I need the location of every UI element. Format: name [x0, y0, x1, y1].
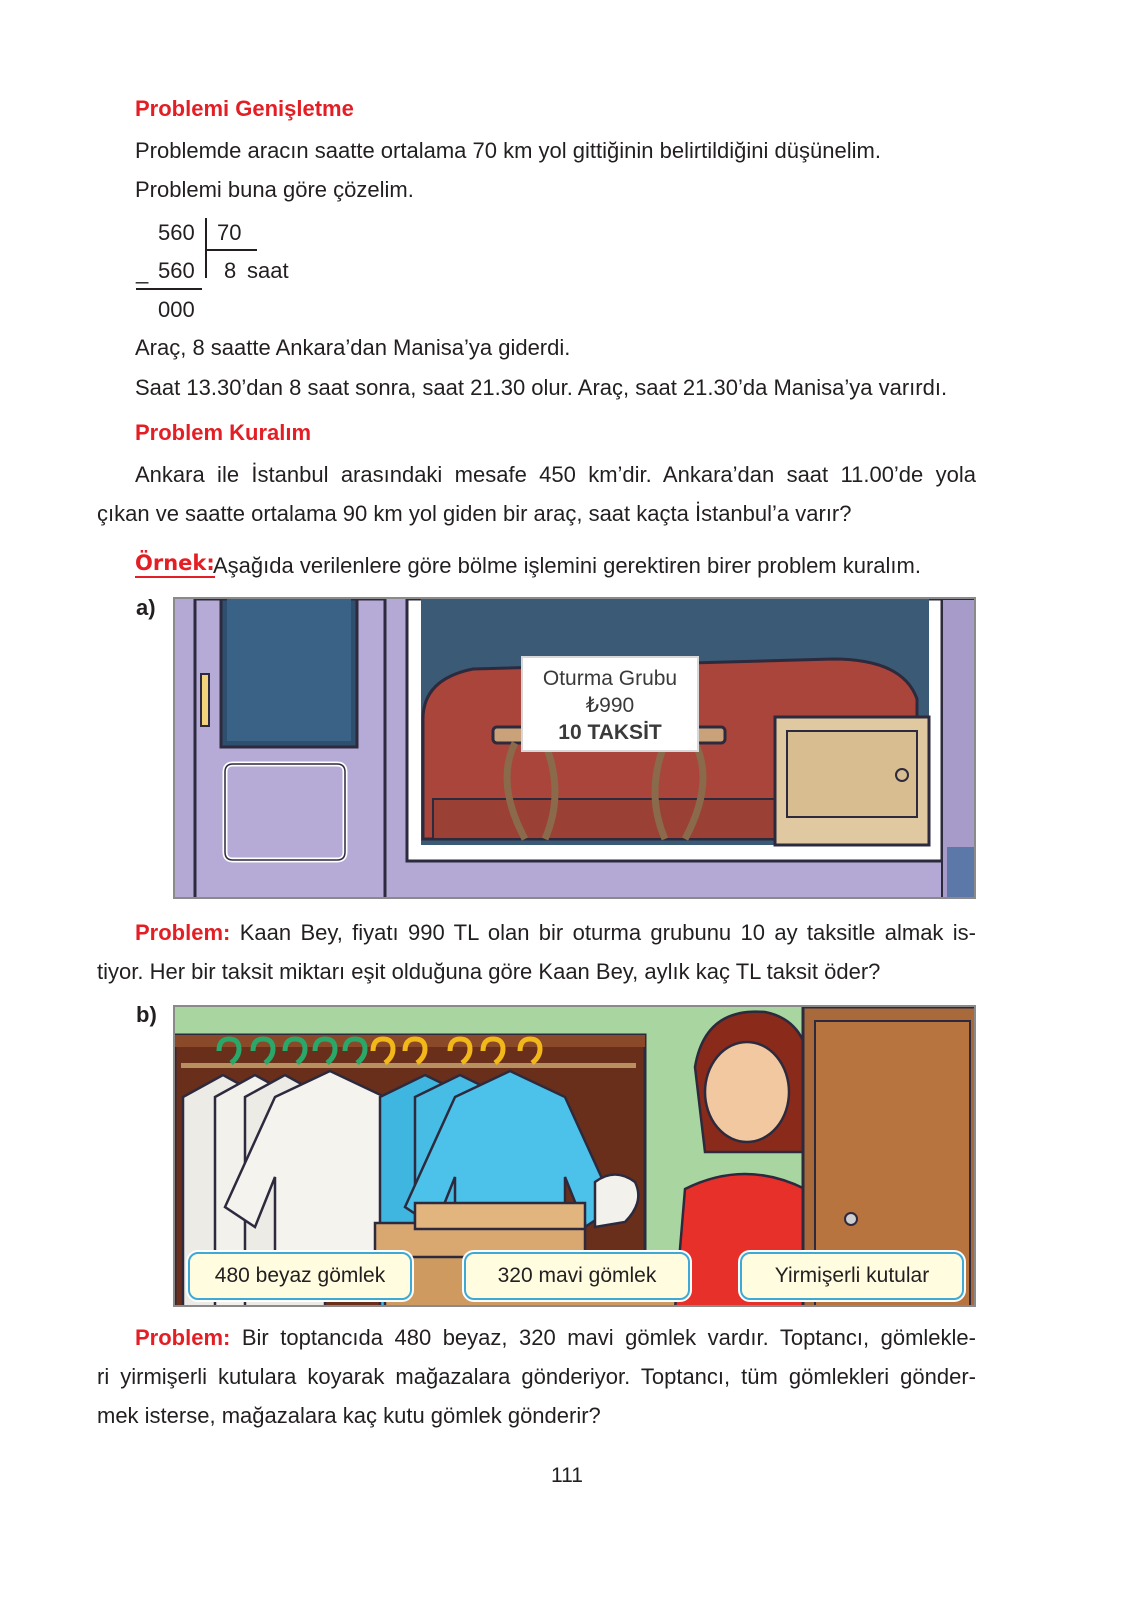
build-line-2: çıkan ve saatte ortalama 90 km yol giden bir araç, saat kaçta İstanbul’a varır? [97, 501, 852, 526]
division-unit: saat [247, 258, 289, 283]
hanger-rail [181, 1063, 636, 1068]
result-sentence-2: Saat 13.30’dan 8 saat sonra, saat 21.30 olur. Araç, saat 21.30’da Manisa’ya varırdı. [135, 375, 948, 400]
door-knob [845, 1213, 857, 1225]
division-minus-sign: _ [136, 259, 149, 284]
shirt-store-illustration [173, 1005, 976, 1307]
build-paragraph [97, 455, 976, 533]
problem-a-line-2: tiyor. Her bir taksit miktarı eşit olduğuna göre Kaan Bey, aylık kaç TL taksit öder? [97, 959, 881, 984]
division-remainder: 000 [158, 297, 195, 322]
door-handle [201, 674, 209, 726]
part-a-label: a) [136, 595, 156, 620]
example-label: Örnek: [135, 550, 215, 578]
price-sign [521, 656, 699, 752]
division-quotient: 8 [224, 258, 237, 283]
division-result-line [136, 288, 202, 290]
result-sentence-1: Araç, 8 saatte Ankara’dan Manisa’ya giderdi. [135, 335, 571, 360]
extend-paragraph-1: Problemde aracın saatte ortalama 70 km yol gittiğinin belirtildiğini düşünelim. [135, 138, 881, 163]
furniture-store-illustration [173, 597, 976, 899]
sign-price: ₺990 [585, 694, 635, 717]
build-heading: Problem Kuralım [135, 420, 312, 445]
sign-title: Oturma Grubu [542, 667, 678, 690]
division-subtract: 560 [158, 258, 195, 283]
page-number: 111 [551, 1464, 583, 1487]
tag-white-shirts: 480 beyaz gömlek [188, 1252, 412, 1300]
problem-b-label: Problem: [135, 1325, 231, 1350]
problem-b-line-1: Problem: Bir toptancıda 480 beyaz, 320 mavi gömlek vardır. Toptancı, gömlekle- [135, 1325, 976, 1350]
problem-b-line-2: ri yirmişerli kutulara koyarak mağazalara gönderiyor. Toptancı, tüm gömlekleri gönder- [97, 1364, 976, 1389]
problem-a-line-1: Problem: Kaan Bey, fiyatı 990 TL olan bir oturma grubunu 10 ay taksitle almak is- [135, 920, 976, 945]
build-line-1: Ankara ile İstanbul arasındaki mesafe 450 km’dir. Ankara’dan saat 11.00’de yola [135, 462, 976, 487]
problem-b-paragraph [97, 1318, 976, 1435]
example-text: Aşağıda verilenlere göre bölme işlemini gerektiren birer problem kuralım. [213, 553, 921, 578]
division-vertical-line [205, 218, 207, 278]
part-b-label: b) [136, 1002, 157, 1027]
tag-boxes: Yirmişerli kutular [740, 1252, 964, 1300]
sign-installments: 10 TAKSİT [558, 721, 662, 744]
tag-blue-shirts: 320 mavi gömlek [464, 1252, 690, 1300]
division-dividend: 560 [158, 220, 195, 245]
division-divisor: 70 [217, 220, 242, 245]
problem-a-label: Problem: [135, 920, 231, 945]
problem-a-paragraph [97, 913, 976, 991]
division-divisor-line [205, 249, 257, 251]
extend-paragraph-2: Problemi buna göre çözelim. [135, 177, 414, 202]
problem-b-line-3: mek isterse, mağazalara kaç kutu gömlek gönderir? [97, 1403, 601, 1428]
extend-heading: Problemi Genişletme [135, 96, 354, 121]
